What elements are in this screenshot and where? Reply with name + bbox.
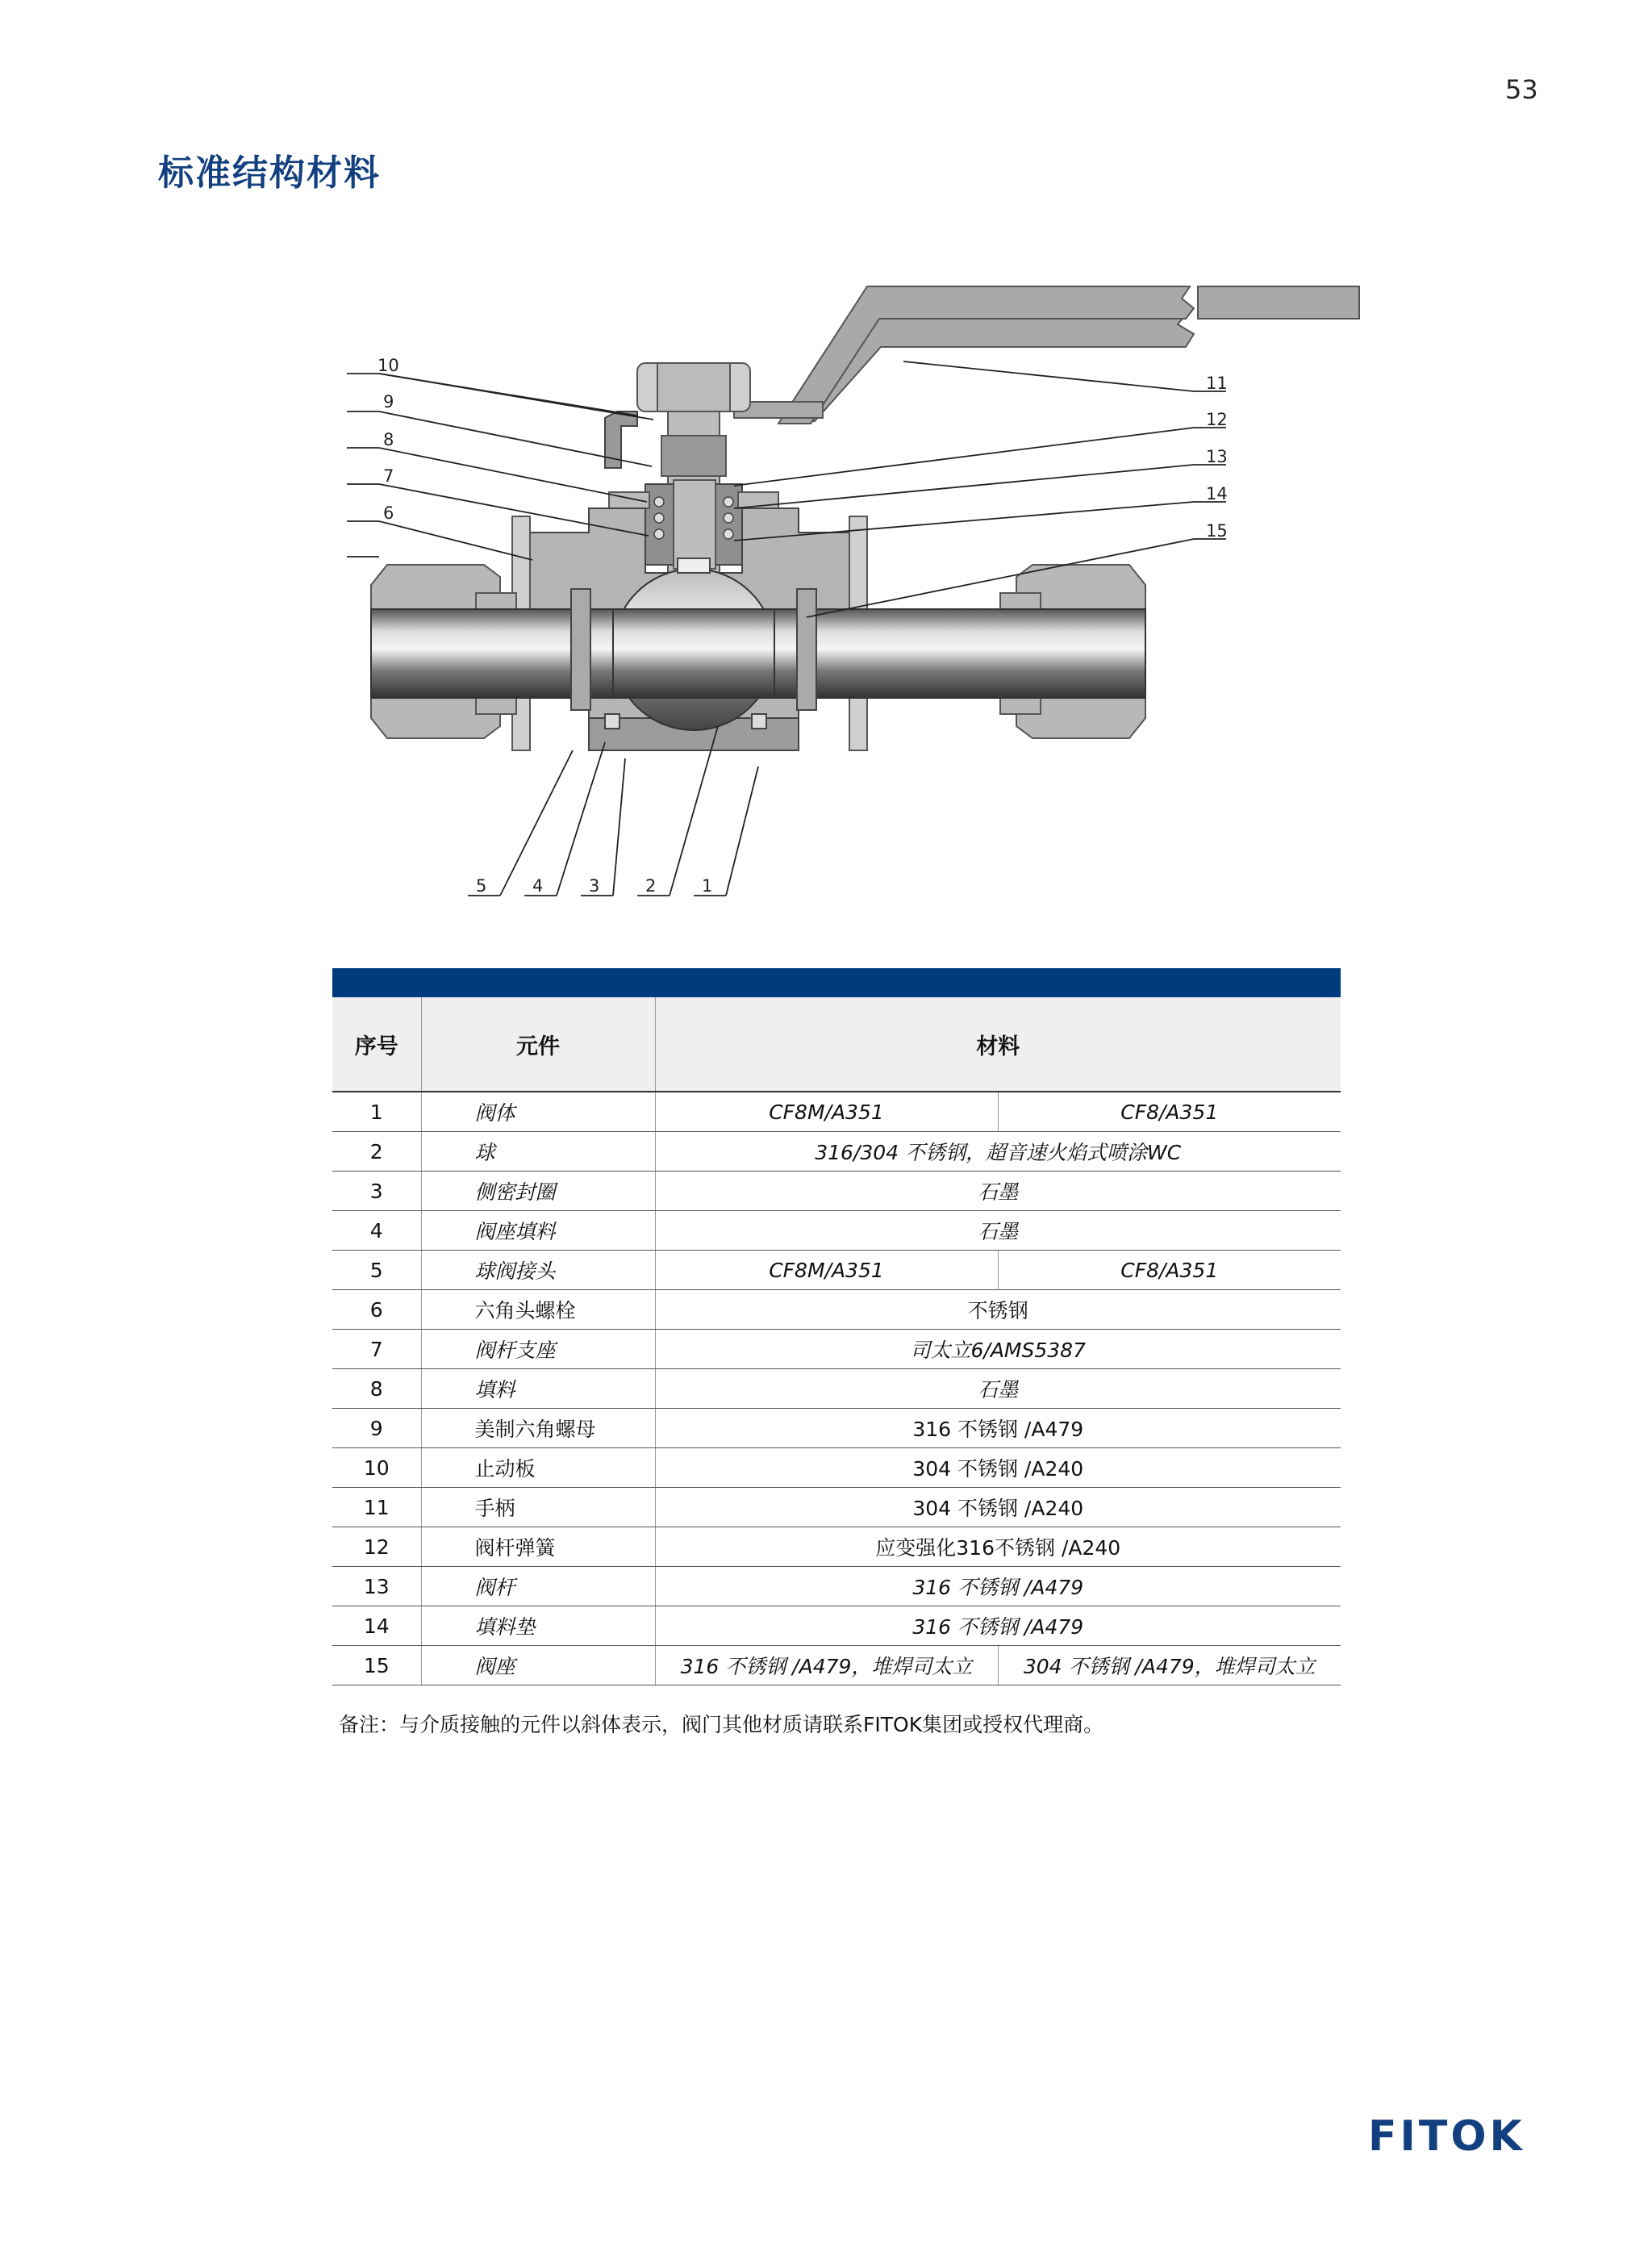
table-row [332, 1409, 1341, 1448]
callout-5: 5 [476, 876, 487, 896]
page-title: 标准结构材料 [158, 152, 381, 194]
row-material: 不锈钢 [655, 1290, 1341, 1330]
row-part: 阀座 [421, 1646, 655, 1685]
fitok-logo: FITOK [1368, 2112, 1525, 2161]
row-number: 8 [332, 1369, 421, 1409]
table-header-row [332, 997, 1341, 1092]
callout-11: 11 [1206, 374, 1228, 393]
callout-14: 14 [1206, 484, 1228, 503]
callout-1: 1 [702, 876, 713, 896]
table-row [332, 1369, 1341, 1409]
row-part: 六角头螺栓 [421, 1290, 655, 1330]
row-material: 316 不锈钢 /A479 [655, 1606, 1341, 1646]
table-row [332, 1290, 1341, 1330]
row-material-a: CF8M/A351 [655, 1251, 998, 1290]
row-number: 15 [332, 1646, 421, 1685]
callout-8: 8 [383, 430, 394, 449]
callout-13: 13 [1206, 447, 1228, 466]
row-number: 7 [332, 1330, 421, 1369]
row-material-b: 304 不锈钢 /A479，堆焊司太立 [998, 1646, 1341, 1685]
table-body [332, 1092, 1341, 1685]
row-part: 美制六角螺母 [421, 1409, 655, 1448]
footnote: 备注：与介质接触的元件以斜体表示，阀门其他材质请联系FITOK集团或授权代理商。 [339, 1713, 1104, 1736]
row-number: 1 [332, 1092, 421, 1132]
header-part: 元件 [421, 997, 655, 1092]
ball-valve-cross-section-diagram [339, 266, 1371, 912]
row-part: 填料 [421, 1369, 655, 1409]
row-part: 阀杆支座 [421, 1330, 655, 1369]
table-row [332, 1251, 1341, 1290]
row-part: 阀体 [421, 1092, 655, 1132]
row-material: 316 不锈钢 /A479 [655, 1409, 1341, 1448]
row-number: 14 [332, 1606, 421, 1646]
row-number: 10 [332, 1448, 421, 1488]
row-part: 手柄 [421, 1488, 655, 1527]
row-part: 侧密封圈 [421, 1172, 655, 1211]
row-part: 球 [421, 1132, 655, 1172]
table-row [332, 1330, 1341, 1369]
row-part: 填料垫 [421, 1606, 655, 1646]
row-number: 9 [332, 1409, 421, 1448]
callout-6: 6 [383, 503, 394, 523]
row-number: 4 [332, 1211, 421, 1251]
row-number: 13 [332, 1567, 421, 1606]
callout-10: 10 [378, 356, 399, 375]
callout-2: 2 [645, 876, 657, 896]
row-number: 3 [332, 1172, 421, 1211]
row-part: 球阀接头 [421, 1251, 655, 1290]
table-row [332, 1488, 1341, 1527]
table-row [332, 1211, 1341, 1251]
callout-7: 7 [383, 466, 394, 486]
row-number: 6 [332, 1290, 421, 1330]
row-material: 石墨 [655, 1369, 1341, 1409]
table-row [332, 1448, 1341, 1488]
row-material: 石墨 [655, 1211, 1341, 1251]
row-material-b: CF8/A351 [998, 1251, 1341, 1290]
table-header-band [332, 968, 1341, 997]
callout-9: 9 [383, 392, 394, 411]
row-part: 阀座填料 [421, 1211, 655, 1251]
row-material: 304 不锈钢 /A240 [655, 1448, 1341, 1488]
table-row [332, 1092, 1341, 1132]
table-row [332, 1527, 1341, 1567]
row-material: 316 不锈钢 /A479 [655, 1567, 1341, 1606]
row-part: 阀杆 [421, 1567, 655, 1606]
row-material: 石墨 [655, 1172, 1341, 1211]
table-row [332, 1567, 1341, 1606]
row-part: 阀杆弹簧 [421, 1527, 655, 1567]
handle [778, 286, 1359, 424]
row-number: 12 [332, 1527, 421, 1567]
row-material-a: CF8M/A351 [655, 1092, 998, 1132]
row-material: 司太立6/AMS5387 [655, 1330, 1341, 1369]
page-number: 53 [1505, 74, 1538, 105]
header-material: 材料 [655, 997, 1341, 1092]
table-row [332, 1172, 1341, 1211]
row-material: 应变强化316不锈钢 /A240 [655, 1527, 1341, 1567]
header-no: 序号 [332, 997, 421, 1092]
row-part: 止动板 [421, 1448, 655, 1488]
table-row [332, 1606, 1341, 1646]
row-number: 11 [332, 1488, 421, 1527]
row-material-a: 316 不锈钢 /A479，堆焊司太立 [655, 1646, 998, 1685]
row-number: 2 [332, 1132, 421, 1172]
callout-4: 4 [532, 876, 544, 896]
callout-3: 3 [589, 876, 600, 896]
row-material: 316/304 不锈钢，超音速火焰式喷涂WC [655, 1132, 1341, 1172]
table-row [332, 1646, 1341, 1685]
materials-table [332, 968, 1341, 1685]
callout-15: 15 [1206, 521, 1228, 541]
row-number: 5 [332, 1251, 421, 1290]
callout-12: 12 [1206, 410, 1228, 429]
table-row [332, 1132, 1341, 1172]
row-material-b: CF8/A351 [998, 1092, 1341, 1132]
row-material: 304 不锈钢 /A240 [655, 1488, 1341, 1527]
